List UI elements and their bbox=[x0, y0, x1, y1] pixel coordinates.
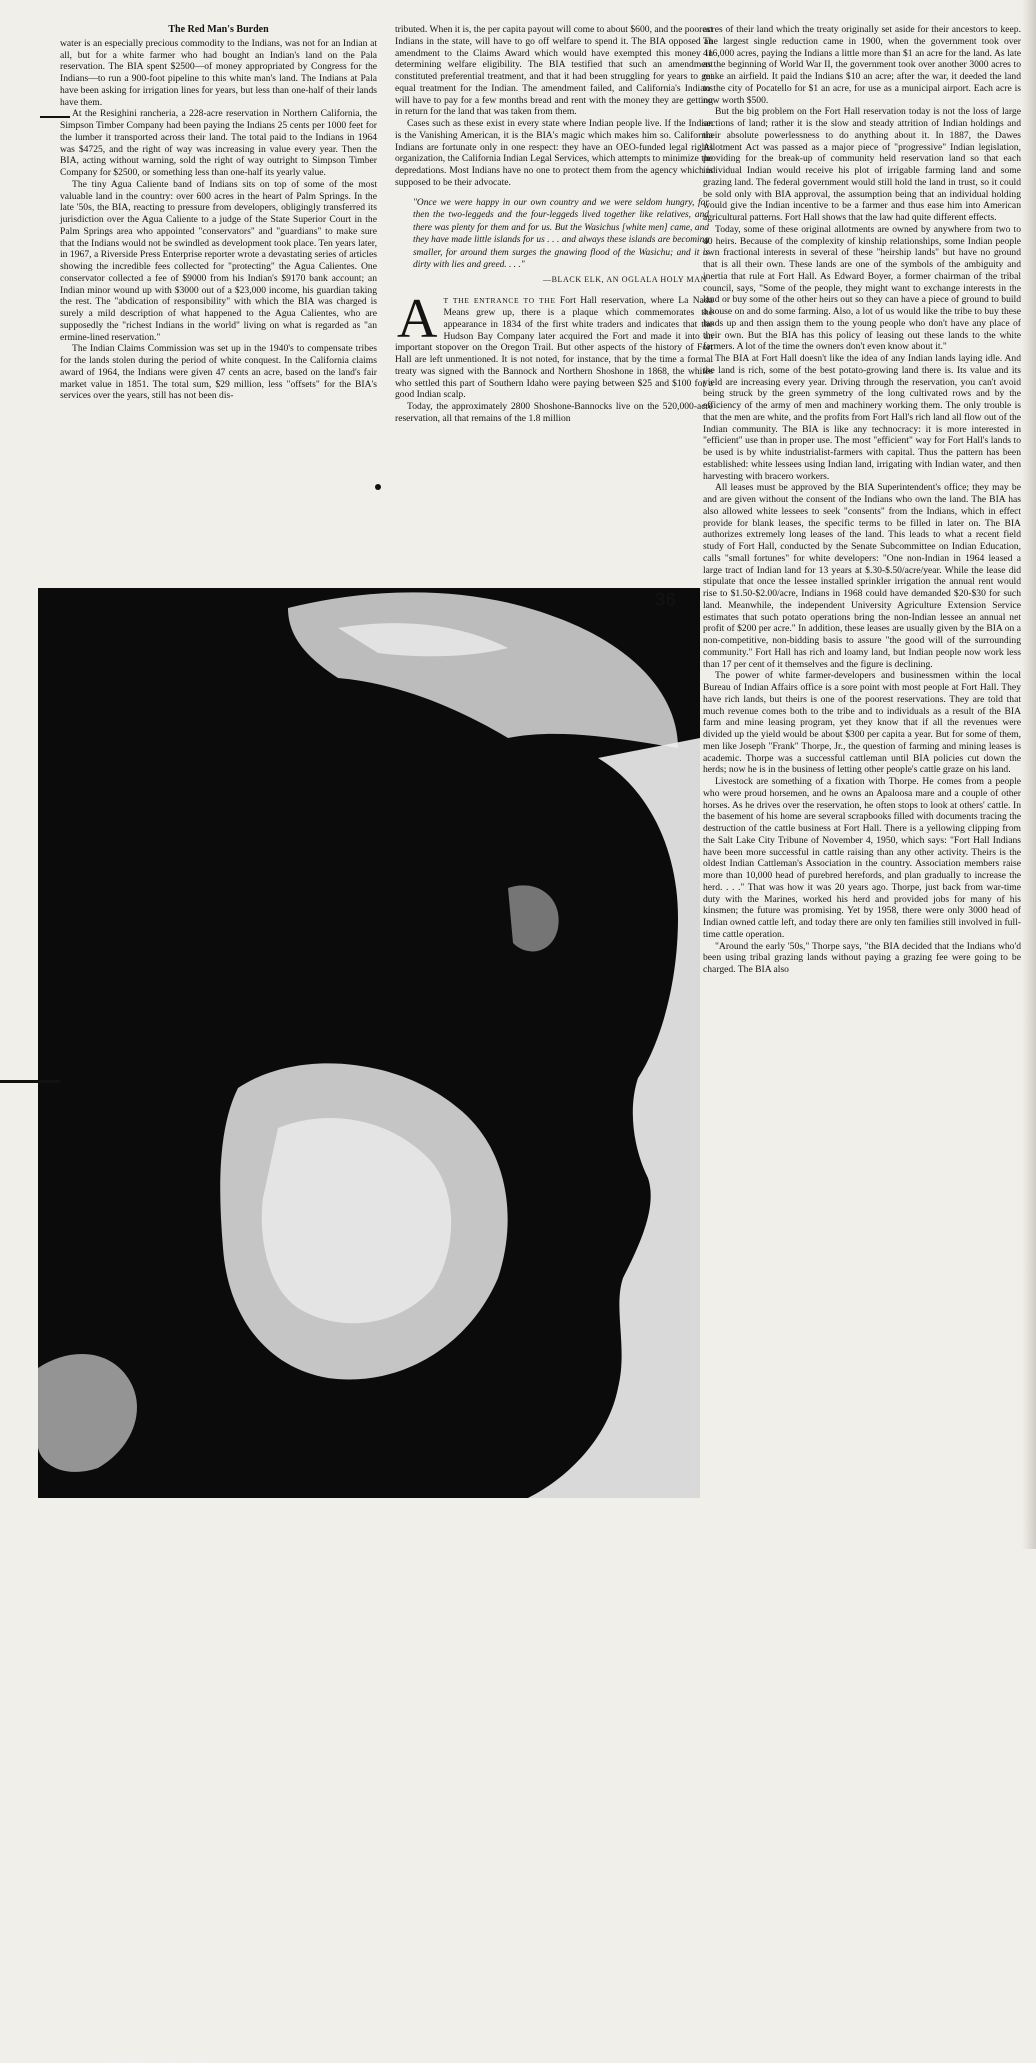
column-1 bbox=[60, 24, 377, 597]
section-opening bbox=[395, 288, 713, 401]
paragraph: The power of white farmer-developers and businessmen within the local Bureau of Indian Affairs office is a sore point with most people at Fort Hall. They have rich lands, but theirs is one of the poorest reservations. They are told that much revenue comes both to the tribe and to individuals as a result of the BIA farm and mine leasing program, yet they know that if all the revenues were divided up the yield would be about $300 per capita a year. But for some of them, men like Joseph "Frank" Thorpe, Jr., the question of farming and mining leases is academic. Thorpe was a successful cattleman until BIA policies cut down the herds; now he is in the business of letting other people's cattle graze on his land. bbox=[703, 670, 1021, 776]
scan-mark bbox=[375, 484, 381, 490]
paragraph: The tiny Agua Caliente band of Indians sits on top of some of the most valuable land in the country: over 600 acres in the heart of Palm Springs. In the late '50s, the BIA, reacting to pressure from developers, obligingly transferred its jurisdiction over the Agua Caliente to a judge of the State Superior Court in the Palm Springs area who appointed "conservators" and "guardians" to make sure that the Indians would not be swindled as development took place. Ten years later, in 1967, a Riverside Press Enterprise reporter wrote a devastating series of articles showing the incredible fees collected for "protecting" the Agua Calientes. One conservator collected a fee of $9000 from his Indian's $9170 bank account; an Indian minor wound up with $3000 out of a $23,000 income, his guardian taking the rest. The "abdication of responsibility" with which the BIA was charged is surely a mild description of what happened to the Agua Calientes, who are supposedly the "richest Indians in the world" living on what is regarded as "an ermine-lined reservation." bbox=[60, 178, 377, 343]
running-head: The Red Man's Burden bbox=[168, 24, 269, 35]
paragraph-text: Fort Hall reservation, where La Nada Means grew up, there is a plaque which commemorates the appearance in 1834 of the first white traders and indicates that the Hudson Bay Company later acquired the Fort and made it into an important stopover on the Oregon Trail. But other aspects of the history of Fort Hall are left unmentioned. It is not noted, for instance, that by the time a formal treaty was signed with the Bannock and Northern Shoshone in 1868, the whites who settled this part of Southern Idaho were paying between $25 and $100 for a good Indian scalp. bbox=[395, 295, 713, 401]
quote-attribution: —BLACK ELK, AN OGLALA HOLY MAN bbox=[542, 274, 707, 284]
paragraph: "Around the early '50s," Thorpe says, "the BIA decided that the Indians who'd been using tribal grazing lands without paying a grazing fee were going to be charged. The BIA also bbox=[703, 940, 1021, 975]
scan-edge bbox=[1022, 0, 1036, 1549]
page-number: 36 bbox=[655, 590, 677, 611]
paragraph: All leases must be approved by the BIA Superintendent's office; they may be and are given without the consent of the Indians who own the land. The BIA has also allowed white lessees to seek "consents" from the Indians, which in effect provide for blank leases, the specific terms to be filled in later on. The BIA authorizes extremely long leases of the land. This leads to what a recent field study of Fort Hall, conducted by the Senate Subcommittee on Indian Education, calls "small fortunes" for white developers: "One non-Indian in 1964 leased a large tract of Indian land for 13 years at $.30-$.50/acre/year. While the lease did stipulate that once the lessee installed sprinkler irrigation the annual rent would rise to $1.50-$2.00/acre, Indians in 1968 could have demanded $20-$30 for such land. Meanwhile, the independent University Agriculture Extension Service estimates that such potato operations bring the non-Indian lessee an annual net profit of $200 per acre." In addition, these leases are usually given by the BIA on a non-competitive, non-bidding basis to assure "the good will of the surrounding community." Fort Hall has rich and loamy land, but Indian people now work less than 17 per cent of it themselves and the figure is declining. bbox=[703, 482, 1021, 670]
paragraph: Cases such as these exist in every state where Indian people live. If the Indian is the Vanishing American, it is the BIA's magic which makes him so. California Indians are fortunate only in one respect: they have an OEO-funded legal rights organization, the California Indian Legal Services, which attempts to minimize the depredations. Most Indians have no one to protect them from the agency which is supposed to be their advocate. bbox=[395, 118, 713, 188]
photo-silhouette bbox=[38, 588, 700, 1498]
paragraph: acres of their land which the treaty originally set aside for their ancestors to keep. The largest single reduction came in 1900, when the government took over 416,000 acres, paying the Indians a little more than $1 an acre for the land. As late as the beginning of World War II, the government took over another 3000 acres to make an airfield. It paid the Indians $10 an acre; after the war, it deeded the land to the city of Pocatello for $1 an acre, for use as a municipal airport. Each acre is now worth $500. bbox=[703, 24, 1021, 106]
paragraph: Today, the approximately 2800 Shoshone-Bannocks live on the 520,000-acre reservation, all that remains of the 1.8 million bbox=[395, 401, 713, 424]
paragraph: The BIA at Fort Hall doesn't like the idea of any Indian lands laying idle. And the land is rich, some of the best potato-growing land there is. Its value and its yield are increasing every year. Driving through the reservation, you can't avoid being struck by the green symmetry of the long cultivated rows and by the efficiency of the army of men and machinery working them. The only trouble is that the men are white, and the profits from Fort Hall's rich land all flow out of the Indian community. The BIA is like any technocracy: it is more interested in "efficient" use than in proper use. The most "efficient" way for Fort Hall's lands to be used is by white industrialist-farmers with capital. Thus the pattern has been established: white lessees using Indian land, irrigating with Indian water, and then harvesting with bracero workers. bbox=[703, 353, 1021, 482]
photo-credit: Photograph by Alan Katowitz bbox=[104, 2054, 214, 2063]
lead-in: T THE ENTRANCE TO THE bbox=[443, 296, 556, 306]
paragraph: At the Resighini rancheria, a 228-acre reservation in Northern California, the Simpson Timber Company had been paying the Indians 25 cents per 1000 feet for the lumber it transported across their land. The total paid to the Indians in 1964 was $4725, and the right of way was increasing in value every year. Then the BIA, acting without warning, sold the right of way outright to Simpson Timber Company for $2500, or something less than one-half its yearly value. bbox=[60, 108, 377, 178]
drop-cap: A bbox=[397, 288, 438, 351]
paragraph: The Indian Claims Commission was set up in the 1940's to compensate tribes for the lands stolen during the period of white conquest. In the California claims award of 1964, the Indians were given 47 cents an acre, based on the land's fair market value in 1851. The total sum, $29 million, less "offsets" for the BIA's services over the years, still has not been dis- bbox=[60, 343, 377, 402]
epigraph-quote: "Once we were happy in our own country and we were seldom hungry, for then the two-leggeds and the four-leggeds lived together like relatives, and there was plenty for them and for us. But the Wasichus [white men] came, and they have made little islands for us . . . and always these islands are becoming smaller, for around them surges the gnawing flood of the Wasichu; and it is dirty with lies and greed. . . ." bbox=[413, 197, 709, 270]
scan-mark bbox=[40, 116, 70, 118]
paragraph: tributed. When it is, the per capita payout will come to about $600, and the poorest Indians in the state, will have to go off welfare to spend it. The BIA opposed an amendment to the Claims Award which would have exempted this money in determining welfare eligibility. The BIA testified that such an amendment constituted preferential treatment, and that it had been struggling for years to get equal treatment for the Indian. The amendment failed, and California's Indians will have to pay for a few months bread and rent with the money they are getting in return for the land that was taken from them. bbox=[395, 24, 713, 118]
paragraph: Livestock are something of a fixation with Thorpe. He comes from a people who were proud horsemen, and he owns an Apaloosa mare and a couple of other horses. As he drives over the reservation, he often stops to look at others' cattle. In the basement of his home are several scrapbooks filled with documents tracing the destruction of the cattle business at Fort Hall. There is a yellowing clipping from the Salt Lake City Tribune of November 4, 1950, which says: "Fort Hall Indians have been more successful in cattle raising than any other activity. Theirs is the oldest Indian Cattleman's Association in the country. Association members raise more than 10,000 head of purebred herefords, and plan gradually to increase the herd. . . ." That was how it was 20 years ago. Thorpe, just back from war-time duty with the Marines, worked his herd and provided jobs for many of his kinsmen; the future was promising. Yet by 1958, there were only 3000 head of Indian owned cattle left, and today there are only ten families still involved in full-time cattle operation. bbox=[703, 776, 1021, 940]
paragraph: But the big problem on the Fort Hall reservation today is not the loss of large sections of land; rather it is the slow and steady attrition of Indian holdings and their absolute powerlessness to do anything about it. In 1887, the Dawes Allotment Act was passed as a major piece of "progressive" Indian legislation, providing for the break-up of community held reservation land so that each individual Indian would receive his plot of irrigable farming land and some grazing land. The federal government would still hold the land in trust, so it could be sold only with BIA approval, the assumption being that an individual holding would give the Indian incentive to be a farmer and thus ease him into American agricultural patterns. Fort Hall shows that the law had quite different effects. bbox=[703, 106, 1021, 223]
column-3 bbox=[703, 24, 1021, 1524]
paragraph: Today, some of these original allotments are owned by anywhere from two to 40 heirs. Because of the complexity of kinship relationships, some Indian people own fractional interests in several of these "heirship lands" but have no ground that is all their own. These lands are one of the symbols of the ambiguity and inertia that rule at Fort Hall. As Edward Boyer, a former chairman of the tribal council, says, "Some of the people, they might want to exchange interests in the land or buy some of the other heirs out so they can have a piece of ground to build a house on and do some farming. Also, a lot of us would like the tribe to buy these lands up and then assign them to the young people who don't have any place of their own. But the BIA has this policy of leasing out these lands to the white farmers. A lot of the time the owners don't even know about it." bbox=[703, 223, 1021, 353]
portrait-photo bbox=[38, 588, 700, 2063]
column-2 bbox=[395, 24, 713, 597]
scan-mark bbox=[0, 1080, 60, 1083]
paragraph: water is an especially precious commodity to the Indians, was not for an Indian at all, but for a white farmer who had bought an Indian's land on the Pala reservation. The BIA spent $2500—of money appropriated by Congress for the Indians—to run a 900-foot pipeline to this white man's land. The Indians at Pala have been asking for irrigation lines for years, but less than one-half of their lands have them. bbox=[60, 37, 377, 108]
